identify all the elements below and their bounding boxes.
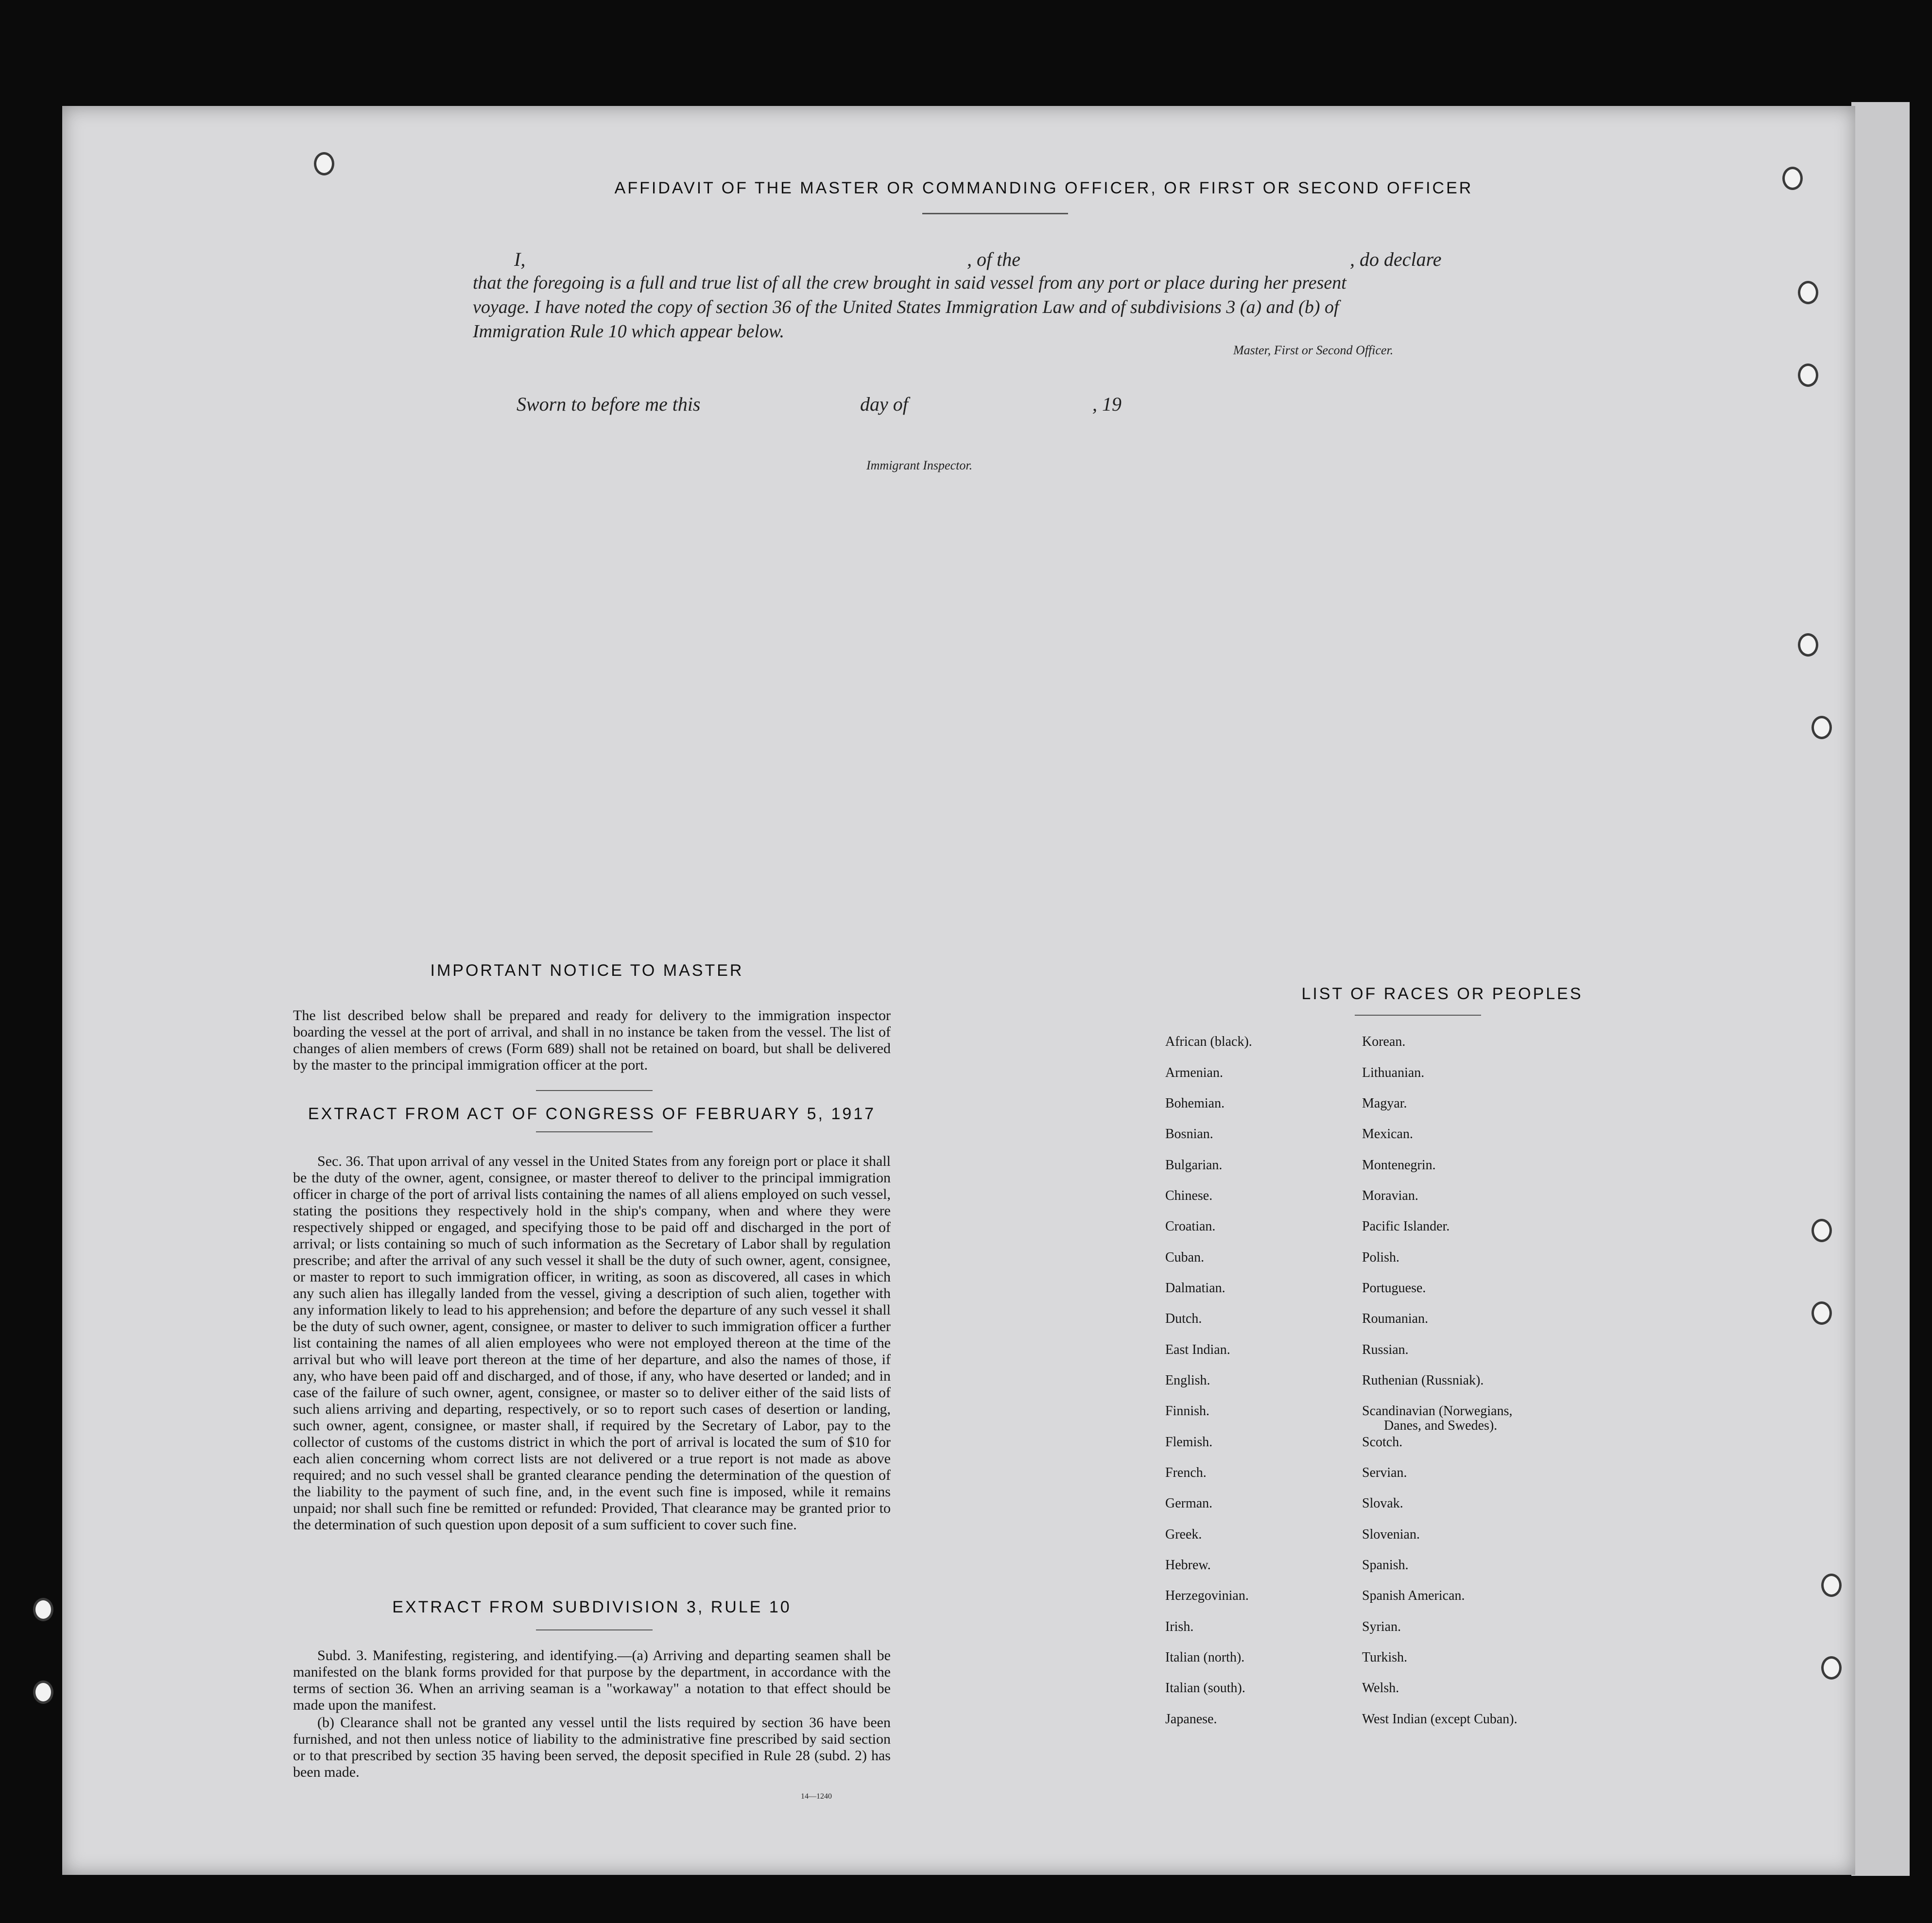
- race-item: Scandinavian (Norwegians,: [1362, 1403, 1513, 1419]
- race-item: Roumanian.: [1362, 1311, 1429, 1326]
- race-item: Pacific Islander.: [1362, 1219, 1450, 1234]
- punch-hole: [1798, 633, 1818, 657]
- notice-rule: [536, 1090, 653, 1091]
- extract-act-title: EXTRACT FROM ACT OF CONGRESS OF FEBRUARY 5, 1917: [308, 1105, 876, 1123]
- punch-hole: [1798, 281, 1818, 304]
- extract-rule-para-a: Subd. 3. Manifesting, registering, and identifying.—(a) Arriving and departing seamen shall be manifested on the blank forms provided for that purpose by the department, in accordance with the terms of section 36. When an arriving seaman is a "workaway" a notation to that effect should be made upon the manifest.: [293, 1647, 891, 1713]
- underlying-page-edge: [1851, 102, 1910, 1876]
- inspector-caption: Immigrant Inspector.: [866, 458, 973, 472]
- race-item: Slovak.: [1362, 1496, 1403, 1511]
- race-item: Montenegrin.: [1362, 1158, 1436, 1173]
- punch-hole: [1821, 1656, 1842, 1680]
- punch-hole: [33, 1598, 53, 1621]
- race-item: Croatian.: [1165, 1219, 1216, 1234]
- extract-act-rule: [536, 1131, 653, 1132]
- race-item: Spanish American.: [1362, 1588, 1465, 1603]
- race-item: Spanish.: [1362, 1558, 1409, 1573]
- affidavit-line2: that the foregoing is a full and true list of all the crew brought in said vessel from any port or place during her present: [473, 273, 1346, 293]
- punch-hole: [1821, 1574, 1842, 1597]
- affidavit-of-the: , of the: [967, 248, 1020, 270]
- race-item: Slovenian.: [1362, 1527, 1420, 1542]
- extract-rule-rule: [536, 1629, 653, 1630]
- race-item: East Indian.: [1165, 1342, 1230, 1357]
- race-item: Dutch.: [1165, 1311, 1202, 1326]
- race-item: English.: [1165, 1373, 1210, 1388]
- race-item: Servian.: [1362, 1465, 1407, 1480]
- race-item: Chinese.: [1165, 1188, 1213, 1203]
- form-number: 14—1240: [801, 1792, 832, 1801]
- race-item: Russian.: [1362, 1342, 1409, 1357]
- races-title-rule: [1355, 1015, 1481, 1016]
- sworn-label: Sworn to before me this: [517, 393, 701, 415]
- race-item: Welsh.: [1362, 1680, 1399, 1696]
- race-item: Korean.: [1362, 1034, 1406, 1049]
- affidavit-line1: [62, 248, 1855, 272]
- race-item: Syrian.: [1362, 1619, 1401, 1634]
- signature-caption: Master, First or Second Officer.: [1233, 343, 1394, 357]
- punch-hole: [1811, 1301, 1832, 1325]
- race-item: Cuban.: [1165, 1250, 1205, 1265]
- race-item: Moravian.: [1362, 1188, 1418, 1203]
- race-item: German.: [1165, 1496, 1213, 1511]
- race-item: Turkish.: [1362, 1650, 1408, 1665]
- sworn-line: [62, 393, 1855, 417]
- race-item: Japanese.: [1165, 1712, 1217, 1727]
- affidavit-title-rule: [922, 213, 1068, 214]
- race-item: Flemish.: [1165, 1435, 1213, 1450]
- extract-rule-title: EXTRACT FROM SUBDIVISION 3, RULE 10: [392, 1598, 792, 1616]
- race-item: Greek.: [1165, 1527, 1202, 1542]
- race-item: French.: [1165, 1465, 1207, 1480]
- notice-title: IMPORTANT NOTICE TO MASTER: [430, 961, 744, 980]
- race-item: Hebrew.: [1165, 1558, 1211, 1573]
- race-item: Bohemian.: [1165, 1096, 1225, 1111]
- race-item: Bosnian.: [1165, 1126, 1213, 1142]
- year-label: , 19: [1092, 393, 1121, 415]
- extract-act-body: Sec. 36. That upon arrival of any vessel in the United States from any foreign port or place it shall be the duty of the owner, agent, consignee, or master thereof to deliver to the principal immigration officer in charge of the port of arrival lists containing the names of all aliens employed on such vessel, stating the positions they respectively hold in the ship's company, when and where they were respectively shipped or engaged, and specifying those to be paid off and discharged in the port of arrival; or lists containing so much of such information as the Secretary of Labor shall by regulation prescribe; and after the arrival of any such vessel it shall be the duty of such owner, agent, consignee, or master to report to such immigration officer, in writing, as soon as discovered, all cases in which any such alien has illegally landed from the vessel, giving a description of such alien, together with any information likely to lead to his apprehension; and before the departure of any such vessel it shall be the duty of such owner, agent, consignee, or master to deliver to such immigration officer a further list containing the names of all alien employees who were not employed thereon at the time of the arrival but who will leave port thereon at the time of her departure, and also the names of those, if any, who have been paid off and discharged, and of those, if any, who have deserted or landed; and in case of the failure of such owner, agent, consignee, or master so to deliver either of the said lists of such aliens arriving and departing, respectively, or so to report such cases of desertion or landing, such owner, agent, consignee, or master shall, if required by the Secretary of Labor, pay to the collector of customs of the customs district in which the port of arrival is located the sum of $10 for each alien concerning whom correct lists are not delivered or a true report is not made as above required; and no such vessel shall be granted clearance pending the determination of the question of the liability to the payment of such fine, and, in the event such fine is imposed, while it remains unpaid; nor shall such fine be remitted or refunded: Provided, That clearance may be granted prior to the determination of such question upon deposit of a sum sufficient to cover such fine.: [293, 1153, 891, 1533]
- race-item: Irish.: [1165, 1619, 1194, 1634]
- notice-body: The list described below shall be prepared and ready for delivery to the immigration inspector boarding the vessel at the port of arrival, and shall in no instance be taken from the vessel. The list of changes of alien members of crews (Form 689) shall not be retained on board, but shall be delivered by the master to the principal immigration officer at the port.: [293, 1007, 891, 1073]
- race-item: Italian (south).: [1165, 1680, 1245, 1696]
- race-item: Ruthenian (Russniak).: [1362, 1373, 1484, 1388]
- punch-hole: [1811, 716, 1832, 739]
- race-item: Polish.: [1362, 1250, 1400, 1265]
- race-item: African (black).: [1165, 1034, 1252, 1049]
- manifest-page: [62, 106, 1855, 1875]
- race-item: Portuguese.: [1362, 1281, 1426, 1296]
- extract-rule-para-b: (b) Clearance shall not be granted any vessel until the lists required by section 36 have been furnished, and not then unless notice of liability to the administrative fine prescribed by said section or to that prescribed by section 35 having been served, the deposit specified in Rule 28 (subd. 2) has been made.: [293, 1715, 891, 1780]
- race-item: Finnish.: [1165, 1403, 1210, 1419]
- punch-hole: [314, 152, 334, 175]
- punch-hole: [1798, 364, 1818, 387]
- race-item: Mexican.: [1362, 1126, 1413, 1142]
- race-item: Armenian.: [1165, 1065, 1223, 1080]
- affidavit-title: AFFIDAVIT OF THE MASTER OR COMMANDING OFFICER, OR FIRST OR SECOND OFFICER: [614, 179, 1473, 197]
- race-item: Italian (north).: [1165, 1650, 1245, 1665]
- day-of-label: day of: [860, 393, 908, 415]
- punch-hole: [1811, 1219, 1832, 1242]
- race-item: Herzegovinian.: [1165, 1588, 1249, 1603]
- race-item: Lithuanian.: [1362, 1065, 1425, 1080]
- punch-hole: [33, 1680, 53, 1704]
- race-item: Scotch.: [1362, 1435, 1403, 1450]
- race-item: West Indian (except Cuban).: [1362, 1712, 1518, 1727]
- affidavit-line3: voyage. I have noted the copy of section 36 of the United States Immigration Law and of subdivisions 3 (a) and (b) of: [473, 297, 1339, 317]
- punch-hole: [1782, 167, 1803, 190]
- races-title: LIST OF RACES OR PEOPLES: [1301, 985, 1583, 1003]
- race-item: Bulgarian.: [1165, 1158, 1223, 1173]
- affidavit-line4: Immigration Rule 10 which appear below.: [473, 321, 785, 342]
- affidavit-declare: , do declare: [1350, 248, 1442, 270]
- affidavit-i: I,: [514, 248, 526, 270]
- race-item: Dalmatian.: [1165, 1281, 1225, 1296]
- race-item: Magyar.: [1362, 1096, 1407, 1111]
- race-item-continuation: Danes, and Swedes).: [1384, 1418, 1498, 1433]
